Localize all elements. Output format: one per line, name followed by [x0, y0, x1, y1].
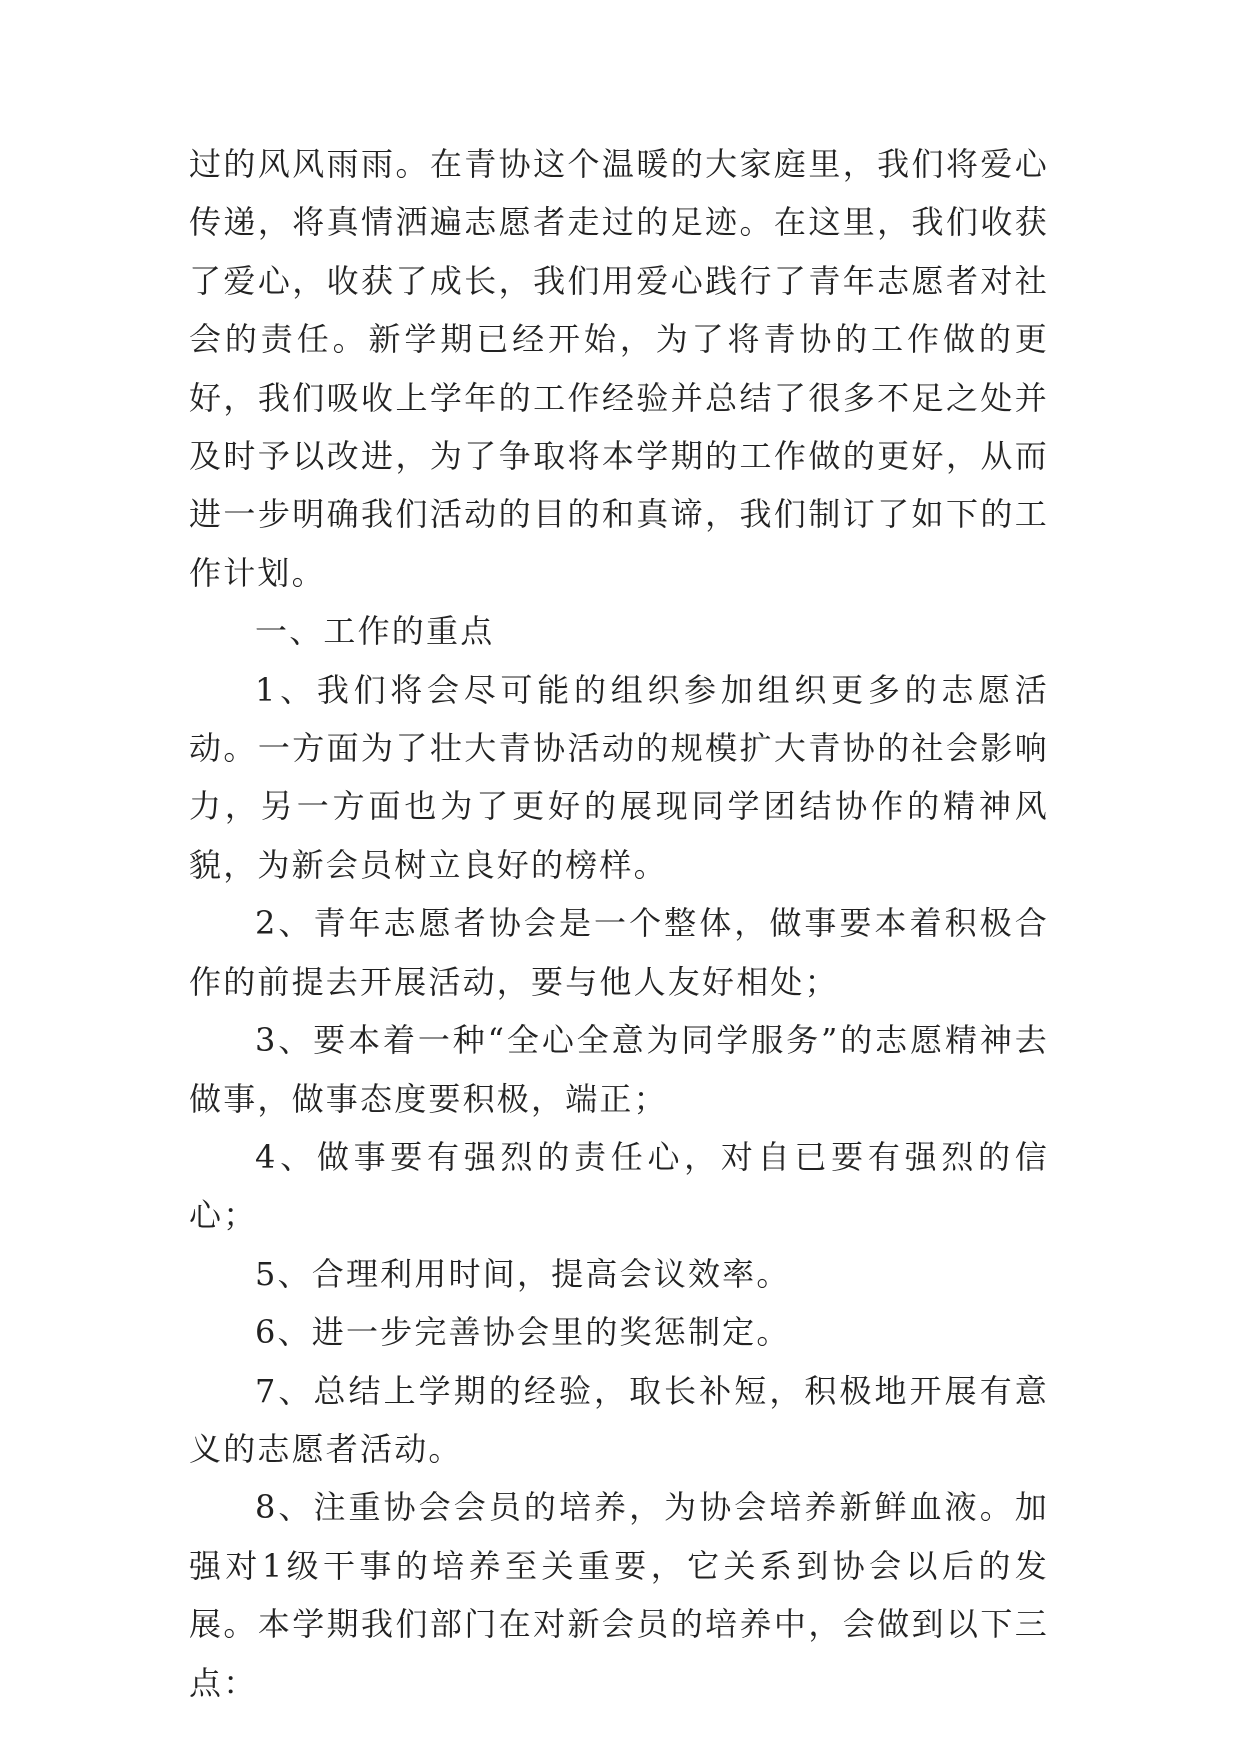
list-item: 8、注重协会会员的培养，为协会培养新鲜血液。加强对1级干事的培养至关重要，它关系到协会以后的发展。本学期我们部门在对新会员的培养中，会做到以下三点： — [189, 1488, 1049, 1702]
document-body — [189, 135, 1049, 1712]
list-item: 3、要本着一种“全心全意为同学服务”的志愿精神去做事，做事态度要积极，端正； — [189, 1021, 1049, 1118]
list-item: 7、总结上学期的经验，取长补短，积极地开展有意义的志愿者活动。 — [189, 1371, 1049, 1468]
section-heading: 一、工作的重点 — [255, 612, 495, 651]
list-item: 1、我们将会尽可能的组织参加组织更多的志愿活动。一方面为了壮大青协活动的规模扩大青协的社会影响力，另一方面也为了更好的展现同学团结协作的精神风貌，为新会员树立良好的榜样。 — [189, 670, 1049, 884]
paragraph-continuation: 过的风风雨雨。在青协这个温暖的大家庭里，我们将爱心传递，将真情洒遍志愿者走过的足迹。在这里，我们收获了爱心，收获了成长，我们用爱心践行了青年志愿者对社会的责任。新学期已经开始，为了将青协的工作做的更好，我们吸收上学年的工作经验并总结了很多不足之处并及时予以改进，为了争取将本学期的工作做的更好，从而进一步明确我们活动的目的和真谛，我们制订了如下的工作计划。 — [189, 145, 1049, 592]
list-item: 4、做事要有强烈的责任心，对自已要有强烈的信心； — [189, 1137, 1049, 1235]
list-item: 5、合理利用时间，提高会议效率。 — [255, 1254, 791, 1293]
list-item: 6、进一步完善协会里的奖惩制定。 — [255, 1313, 791, 1352]
list-item: 2、青年志愿者协会是一个整体，做事要本着积极合作的前提去开展活动，要与他人友好相处； — [189, 904, 1049, 1001]
